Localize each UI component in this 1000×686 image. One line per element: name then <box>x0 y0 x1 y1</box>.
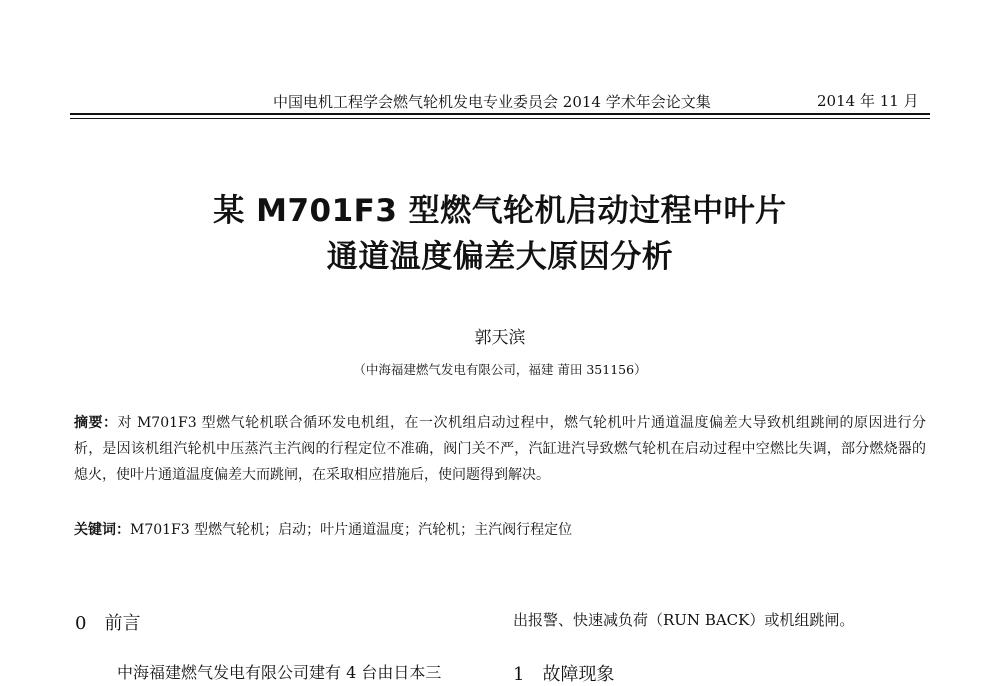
author-affiliation: （中海福建燃气发电有限公司，福建 莆田 351156） <box>353 362 647 377</box>
abstract <box>74 410 926 488</box>
keywords-text: M701F3 型燃气轮机；启动；叶片通道温度；汽轮机；主汽阀行程定位 <box>130 522 573 538</box>
abstract-text: 对 M701F3 型燃气轮机联合循环发电机组，在一次机组启动过程中，燃气轮机叶片通道温度偏差大导致机组跳闸的原因进行分析，是因该机组汽轮机中压蒸汽主汽阀的行程定位不准确，阀门关不严，汽缸进汽导致燃气轮机在启动过程中空燃比失调，部分燃烧器的熄火，使叶片通道温度偏差大而跳闸，在采取相应措施后，使问题得到解决。 <box>74 415 927 483</box>
section-title-fault: 故障现象 <box>542 664 615 685</box>
paper-title-line-2: 通道温度偏差大原因分析 <box>326 239 674 275</box>
running-header-journal: 中国电机工程学会燃气轮机发电专业委员会 2014 学术年会论文集 <box>273 93 711 111</box>
header-rule-thin <box>70 118 930 119</box>
abstract-label: 摘要： <box>74 415 118 431</box>
header-rule-thick <box>70 113 930 115</box>
section-number-intro: 0 <box>75 613 87 634</box>
keywords-label: 关键词： <box>74 522 130 538</box>
body-text-right-column: 出报警、快速减负荷（RUN BACK）或机组跳闸。 <box>513 611 855 629</box>
section-title-intro: 前言 <box>104 613 141 634</box>
paper-title <box>0 188 1000 280</box>
section-heading-intro <box>75 609 140 635</box>
keywords <box>74 517 926 543</box>
body-text-left-column: 中海福建燃气发电有限公司建有 4 台由日本三 <box>117 663 442 682</box>
section-number-fault: 1 <box>513 664 525 685</box>
paper-title-line-1: 某 M701F3 型燃气轮机启动过程中叶片 <box>213 193 787 229</box>
section-heading-fault <box>513 660 614 686</box>
author-name: 郭天滨 <box>474 328 526 348</box>
running-header-date: 2014 年 11 月 <box>817 92 919 110</box>
